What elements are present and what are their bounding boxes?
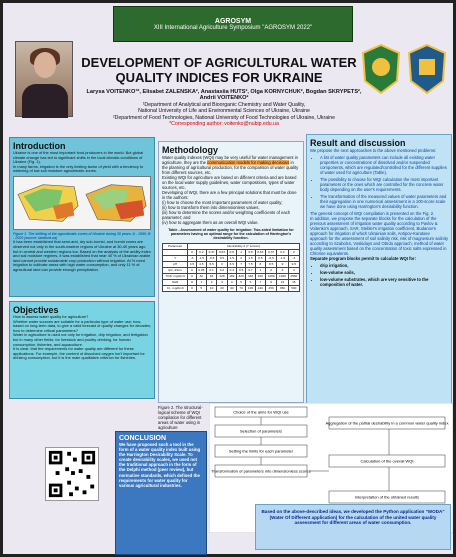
table-cell: 9 [277,261,288,267]
python-app-note [255,504,451,550]
table-cell: 1 [196,279,206,285]
table-cell: 9 [265,279,276,285]
table-cell: -1.5 [277,255,288,261]
results-intro: We propose the next approaches to the above mentioned problems: [310,148,437,153]
table-cell: -3 [188,255,196,261]
table-subheader-cell: 0.2 [277,249,288,255]
results-bullet: • The possibility to choose for WQI calculation the most important parameters or the ones which are controlled for the concrete water body depending on the user's requirements. [320,177,448,192]
table-title: Table - Assessment of water quality for irrigation: Two-sided limitation for parameters having an optimal range for the calculation of Harrington's desirability function. [168,228,294,241]
method-step-2: (ii) how to transform them into dimensionless values, [162,205,260,210]
introduction-section [9,137,155,297]
table-cell: 192 [227,273,236,279]
table-cell: 1.5 [227,255,236,261]
table-cell: 2560 [288,273,299,279]
table-cell: 9.5 [288,261,299,267]
table-cell: 5 [196,285,206,291]
objectives-section [9,301,155,399]
method-paragraph-2: Existing WQI for agriculture are based on different criteria and are based on the local water supply guidelines, water compositions, types of water sources, etc. [162,175,297,190]
university-seal-icon [359,43,403,95]
table-cell: -3 [288,255,299,261]
table-cell: 4.5 [196,261,206,267]
conclusion-heading: CONCLUSION [119,435,167,442]
table-cell: 0.5 [236,267,245,273]
results-bold-list [320,263,448,287]
diagram-box-label: Aggregation of the partial desirability in a common water quality index [325,420,449,426]
table-cell: 1280 [265,273,276,279]
table-cell: 0.7 [246,267,255,273]
affiliation-2: ²Department of Food Technologies, National University of Food Technologies of Ukraine, Ukraine [112,114,336,121]
introduction-heading: Introduction [13,141,66,151]
banner-text [154,18,312,31]
table-cell: 500 [288,285,299,291]
table-subheader-cell: 0.63 [217,249,227,255]
table-cell: 4 [227,279,236,285]
table-cell: 32 [196,273,206,279]
diagram-box-label: Choice of the aims for WQI use [233,409,289,415]
table-cell: 0 [188,267,196,273]
diagram-box-label: Transformation of parameters into dimensionless scores [211,468,311,474]
conference-banner [113,6,353,42]
table-cell: 4 [288,267,299,273]
table-subheader-cell: 0.37 [265,249,276,255]
table-cell: 70 [236,285,245,291]
table-cell: 0.5 [255,255,265,261]
table-header-cell: Parameter [163,243,188,249]
table-cell: 10 [206,285,216,291]
table-subheader-cell: 0.63 [255,249,265,255]
author-names: Larysa VOITENKO¹*, Elisabet ZALENSKA², Anastasiia HUTS², Olga KORNYCHUK², Bogdan SKRYPETS², Andrii VOITENKO² [86,89,362,102]
table-cell: 3 [277,267,288,273]
table-cell: 7 [236,261,245,267]
method-text-1b: in the planning of agricultural production, for the comparison of water quality from different sources, etc. [162,160,299,175]
table-cell: 64 [206,273,216,279]
objectives-paragraph-1: How to assess water quality for agriculture? [13,314,89,319]
table-cell: 1.5 [246,255,255,261]
table-cell: 15 [288,279,299,285]
table-cell: 0.5 [217,255,227,261]
results-bold-item: • drip irrigation, [320,263,448,268]
table-cell: 128 [217,273,227,279]
table-cell: 448 [246,273,255,279]
table-body [163,255,300,291]
table-cell: 3 [236,255,245,261]
table-cell: 0.3 [227,267,236,273]
qr-code [45,447,99,501]
table-cell: 40 [227,285,236,291]
table-cell: Cl-, mg/dm3 [163,285,188,291]
table-cell: 12 [277,279,288,285]
objectives-paragraph-3: Water in agriculture is used not only for irrigation, drip irrigation, and fertigation but in many other fields: for livestock and poultry drinking, for human consumption, fisheries, and aquaculture. [13,332,148,347]
method-paragraph-1 [162,155,300,175]
table-cell: 3 [217,279,227,285]
table-cell: 5 [236,279,245,285]
method-step-4: (iv) how to aggregate them as an overall WQI value. [162,220,259,225]
table-cell: 0.1 [206,267,216,273]
author-photo [15,41,73,117]
table-cell: 106 [246,285,255,291]
table-cell: 6.5 [227,261,236,267]
table-cell: 7 [255,279,265,285]
desirability-table [162,243,300,292]
table-cell: 0 [188,279,196,285]
results-bullet: • The transformation of the measured values of water parameters and their aggregation in one numerical assessment in a 100-score scale we have done using Harrington's desirability function. [320,194,448,209]
table-subheader-cell: 1 [236,249,245,255]
table-cell: 0 [188,273,196,279]
table-cell: SAR [163,279,188,285]
results-bullet-list [320,155,448,209]
method-highlight: communication models for making decisions [207,160,290,165]
table-cell: Y [163,255,188,261]
table-header-cell: Desirability d (Y scores) [188,243,300,249]
diagram-box-label: Calculation of the overall WQI [360,458,414,464]
table-cell: 250 [265,285,276,291]
diagram-box-label: Interpretation of the obtained results [354,494,420,500]
method-step-3: (iii) how to determine the scores and/or weighting coefficients of each parameter; and [162,210,291,220]
diagram-box-label: Setting the limits for each parameter [228,448,294,454]
table-row [163,285,300,291]
table-cell: EC, dS/m [163,267,188,273]
table-cell: 0.05 [196,267,206,273]
table-cell: 2 [265,267,276,273]
methodology-heading: Methodology [162,145,218,155]
table-cell: 2 [206,279,216,285]
table-cell: 0.2 [217,267,227,273]
table-cell: pH [163,261,188,267]
table-cell: TDS, mg/dm3 [163,273,188,279]
table-cell: -1.5 [196,255,206,261]
results-bullet: • A list of water quality parameters can include all existing water properties or concentrations of dissolved and/or suspended components, which are regulated/controlled for the different supplies of water used for agriculture (Table). [320,155,448,175]
results-heading: Result and discussion [310,138,406,148]
table-cell: 8 [255,261,265,267]
table-cell: 640 [255,273,265,279]
affiliation-1: ¹Department of Analytical and Bioorganic Chemistry and Water Quality, [142,101,306,108]
table-cell: -0.5 [206,255,216,261]
table-cell: -0.5 [265,255,276,261]
conclusion-text: We have proposed such a tool in the form of a water quality index built using the Harrington Desirability Scale. To create desirability scales, we used not the traditional approach in the form of the Delphi method (peer review), but normative standards, which defined the requirements for water quality for various agricultural industries. [119,442,201,488]
corresponding-author: *Corresponding author: voitenko@nubip.edu.ua [169,121,279,128]
objectives-paragraph-4: It is clear, that the requirements for water quality are different for these applications. For example, the content of dissolved oxygen isn't important for drinking consumption, but it is the main qualitative criterion for fisheries. [13,346,145,361]
diagram-box-label: Selection of parameters [239,428,283,434]
table-cell: 3.5 [188,261,196,267]
table-subheader-cell: 0 [288,249,299,255]
results-bold-item: • low-volume substrates, which are very sensitive to the composition of water. [320,277,448,287]
authors-block [79,89,369,127]
intro-paragraph-3: It has been established that semi-arid, dry sub-humid, and humid zones are observed not only in the south-eastern regions of Ukraine at 30-40 years ago but in central and western regions too. Based on the analysis of the aridity index and soil moisture regimes, it was established that near 40 % of Ukrainian arable land cannot provide sustainable crop production without irrigation. At % need irrigation to cultivate areas with high water consumption, and only 11 % of agricultural land can provide enough precipitation. [13,239,151,272]
method-paragraph-3: Developing of WQI, there are a few principal solutions that must be done in the authors: [162,190,297,200]
table-cell: 1 [255,267,265,273]
table-subheader-cell: 0.37 [206,249,216,255]
intro-paragraph-2: In many farms, irrigation is the only limiting factor of yield with a tendency to widening of low soil moisture agroclimatic zones. [13,163,144,174]
intro-paragraph-1: Ukraine is one of the most important food producers in the world. But global climate change has led to significant shifts in the local climatic conditions of Ukraine (Fig. 1). [13,150,143,165]
objectives-heading: Objectives [13,305,59,315]
results-bold-lead: Separate program blocks permit to calculate WQI for: [310,256,417,261]
table-cell: 7.5 [246,261,255,267]
python-app-text: Based on the above-described ideas, we developed the Python application "WODA" (Water Of Different application) for the calculation of the united water quality assessment for different areas of water consumption. [261,509,445,526]
objectives-paragraph-2: Whether water sources are suitable for a particular type of water use; how, based on long-term data, to give a valid forecast of quality changes for decades; how to determine critical parameters? [13,318,151,333]
poster-title: DEVELOPMENT OF AGRICULTURAL WATER QUALITY INDICES FOR UKRAINE [81,55,357,85]
table-cell: 350 [277,285,288,291]
table-cell: 8.5 [265,261,276,267]
table-cell: 1920 [277,273,288,279]
results-section [306,134,452,431]
agroclimatic-zones-map [13,176,151,230]
methodology-section [158,141,304,403]
method-step-1: (i) how to choose the most important parameters of water quality; [162,200,283,205]
university-crest-icon [405,43,449,95]
affiliation-1b: National University of Life and Environmental Sciences of Ukraine, Ukraine [138,108,310,115]
table-cell: 140 [255,285,265,291]
table-subheader-cell: 0 [188,249,196,255]
banner-line-2: XIII International Agriculture Symposium "AGROSYM 2022" [153,24,313,31]
conclusion-section [115,431,207,555]
results-bold-item: • low-volume soils, [320,270,448,275]
table-cell: 6 [246,279,255,285]
results-paragraph-1: The general concept of WQI compilation is presented on the Fig. 2. [310,211,435,216]
banner-line-1: AGROSYM [214,17,252,25]
table-cell: 0 [188,285,196,291]
table-cell: 320 [236,273,245,279]
table-cell: 5.5 [206,261,216,267]
method-text-1a: Water quality indexes (WQI) may be very useful for water management in agriculture, they are the [162,155,298,165]
table-subheader-cell: 0.8 [227,249,236,255]
table-cell: 6 [217,261,227,267]
table-subheader-cell: 0.8 [246,249,255,255]
table-subheader-cell: 0.2 [196,249,206,255]
figure-2-caption: Figure 2. The structural-logical scheme of WQI compilation for different areas of water using in agriculture [158,405,203,430]
results-paragraph-2: In addition, we propose the separate blocks for the calculation of the previous assessment of irrigation water quality according to Pavlov & Voitenko's approach, SAR, Stebler's irrigation coefficient, Budanov's approach for irrigation of which Ukrainian soils, Antipov-Karataev approach for the assessment of soil salinity risk, risk of magnesium salinity according to Szabolcs, Voskidays and Obrdo approach, method of water quality assessment based on the concentration of toxic salts expressed in Chlorine equivalents. [310,216,449,256]
table-cell: 20 [217,285,227,291]
figure-1-caption: Figure 1. The shifting of the agroclimatic zones of Ukraine during 30 years: A - 1990; B - 2020 (source: landlord.ua) [13,231,151,241]
